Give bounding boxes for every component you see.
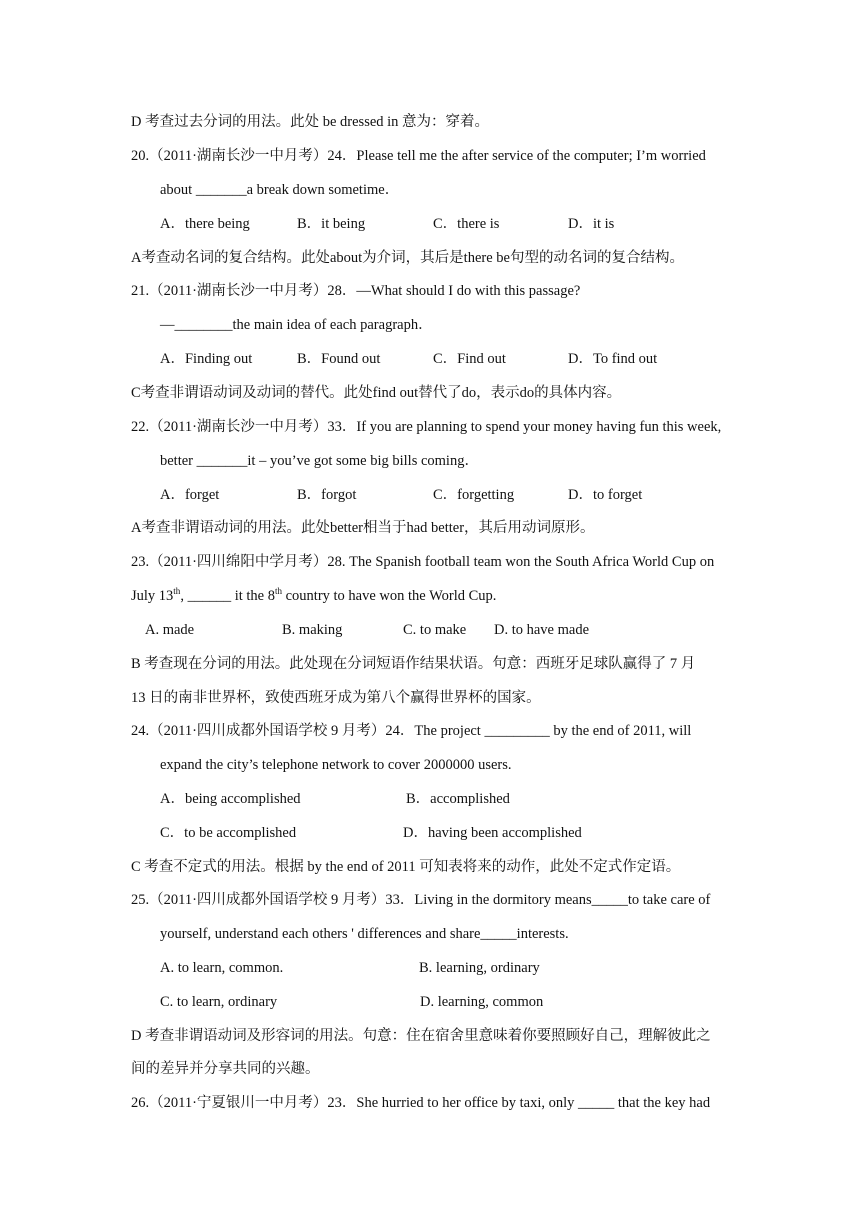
- question-20-stem: 20.（2011·湖南长沙一中月考）24．Please tell me the after service of the computer; I’m worried: [131, 148, 706, 164]
- answer-23: B 考查现在分词的用法。此处现在分词短语作结果状语。句意：西班牙足球队赢得了 7 月: [131, 656, 696, 672]
- question-21-stem-cont: —________the main idea of each paragraph．: [160, 317, 433, 333]
- option-b: B．accomplished: [406, 791, 510, 807]
- option-c: C．there is: [433, 216, 500, 232]
- ordinal-suffix: th: [173, 586, 181, 597]
- option-c: C．forgetting: [433, 487, 515, 503]
- answer-21: C考查非谓语动词及动词的替代。此处find out替代了do，表示do的具体内容。: [131, 385, 622, 401]
- question-25-stem: 25.（2011·四川成都外国语学校 9 月考）33．Living in the dormitory means_____to take care of: [131, 892, 711, 908]
- stem-part: July 13: [131, 588, 174, 604]
- question-22-stem: 22.（2011·湖南长沙一中月考）33．If you are planning to spend your money having fun this week,: [131, 419, 722, 435]
- answer-24: C 考查不定式的用法。根据 by the end of 2011 可知表将来的动作，此处不定式作定语。: [131, 859, 681, 875]
- option-d: D．it is: [568, 216, 615, 232]
- option-a: A．forget: [160, 487, 220, 503]
- option-b: B．Found out: [297, 351, 381, 367]
- option-b: B. learning, ordinary: [419, 960, 540, 976]
- question-24-stem-cont: expand the city’s telephone network to cover 2000000 users.: [160, 757, 512, 773]
- stem-part: , ______ it the 8: [180, 588, 275, 604]
- question-20-stem-cont: about _______a break down sometime．: [160, 182, 400, 198]
- option-a: A．being accomplished: [160, 791, 301, 807]
- option-c: C. to make: [403, 622, 467, 638]
- question-22-stem-cont: better _______it – you’ve got some big bills coming．: [160, 453, 479, 469]
- ordinal-suffix: th: [274, 586, 282, 597]
- stem-part: country to have won the World Cup.: [281, 588, 497, 604]
- question-24-stem: 24.（2011·四川成都外国语学校 9 月考）24．The project _________ by the end of 2011, will: [131, 723, 692, 739]
- answer-25: D 考查非谓语动词及形容词的用法。句意：住在宿舍里意味着你要照顾好自己，理解彼此之: [131, 1028, 711, 1044]
- question-26-stem: 26.（2011·宁夏银川一中月考）23．She hurried to her office by taxi, only _____ that the key had: [131, 1095, 711, 1111]
- question-21-stem: 21.（2011·湖南长沙一中月考）28．—What should I do with this passage?: [131, 283, 581, 299]
- answer-25-cont: 间的差异并分享共同的兴趣。: [131, 1061, 320, 1077]
- option-c: C．to be accomplished: [160, 825, 297, 841]
- option-b: B．it being: [297, 216, 366, 232]
- question-25-stem-cont: yourself, understand each others ' differences and share_____interests.: [160, 926, 569, 942]
- option-d: D．To find out: [568, 351, 658, 367]
- answer-19: D 考查过去分词的用法。此处 be dressed in 意为：穿着。: [131, 114, 490, 130]
- option-a: A. made: [145, 622, 195, 638]
- option-b: B. making: [282, 622, 343, 638]
- option-c: C．Find out: [433, 351, 506, 367]
- option-a: A．there being: [160, 216, 250, 232]
- option-b: B．forgot: [297, 487, 357, 503]
- answer-22: A考查非谓语动词的用法。此处better相当于had better，其后用动词原形。: [131, 520, 595, 536]
- option-d: D．having been accomplished: [403, 825, 582, 841]
- option-d: D. learning, common: [420, 994, 544, 1010]
- answer-20: A考查动名词的复合结构。此处about为介词，其后是there be句型的动名词的复合结构。: [131, 250, 684, 266]
- option-d: D．to forget: [568, 487, 643, 503]
- question-23-stem: 23.（2011·四川绵阳中学月考）28. The Spanish football team won the South Africa World Cup on: [131, 554, 715, 570]
- option-a: A. to learn, common.: [160, 960, 284, 976]
- answer-23-cont: 13 日的南非世界杯，致使西班牙成为第八个赢得世界杯的国家。: [131, 690, 541, 706]
- option-c: C. to learn, ordinary: [160, 994, 278, 1010]
- question-23-stem-cont: [131, 586, 496, 606]
- option-d: D. to have made: [494, 622, 590, 638]
- option-a: A．Finding out: [160, 351, 253, 367]
